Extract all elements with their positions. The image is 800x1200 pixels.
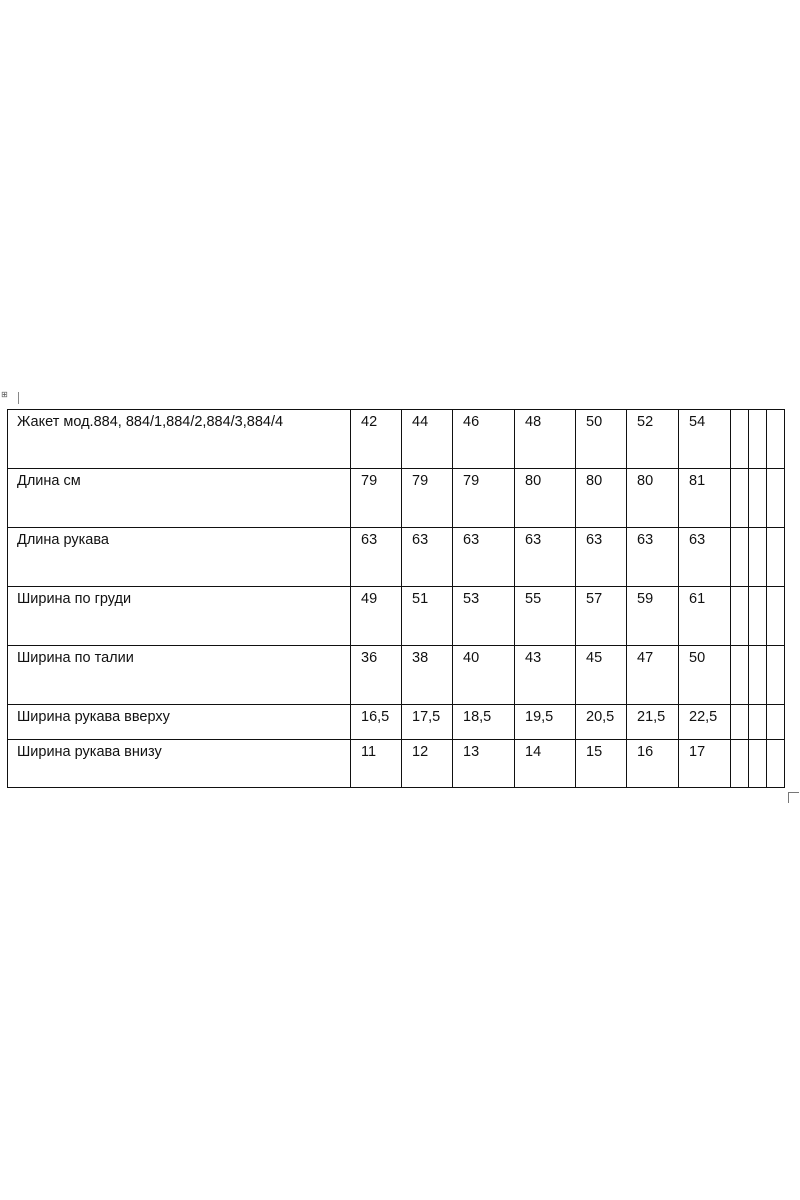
table-cell[interactable]: 63 <box>679 528 731 587</box>
empty-cell[interactable] <box>731 740 749 788</box>
table-cell[interactable]: 15 <box>576 740 627 788</box>
table-cell[interactable]: 54 <box>679 410 731 469</box>
table-cell[interactable]: 42 <box>351 410 402 469</box>
table-cell[interactable]: 38 <box>402 646 453 705</box>
table-cell[interactable]: 80 <box>515 469 576 528</box>
table-row <box>8 705 785 740</box>
row-label[interactable]: Ширина рукава вверху <box>8 705 351 740</box>
empty-cell[interactable] <box>767 740 785 788</box>
table-cell[interactable]: 51 <box>402 587 453 646</box>
table-cell[interactable]: 79 <box>453 469 515 528</box>
empty-cell[interactable] <box>767 646 785 705</box>
table-cell[interactable]: 57 <box>576 587 627 646</box>
table-cell[interactable]: 79 <box>402 469 453 528</box>
table-cell[interactable]: 13 <box>453 740 515 788</box>
empty-cell[interactable] <box>767 587 785 646</box>
table-cell[interactable]: 48 <box>515 410 576 469</box>
table-cell[interactable]: 80 <box>627 469 679 528</box>
table-cell[interactable]: 63 <box>576 528 627 587</box>
table-row <box>8 587 785 646</box>
table-cell[interactable]: 18,5 <box>453 705 515 740</box>
table-cell[interactable]: 19,5 <box>515 705 576 740</box>
empty-cell[interactable] <box>731 587 749 646</box>
table-cell[interactable]: 63 <box>351 528 402 587</box>
table-cell[interactable]: 50 <box>576 410 627 469</box>
table-cell[interactable]: 16 <box>627 740 679 788</box>
table-cell[interactable]: 63 <box>515 528 576 587</box>
empty-cell[interactable] <box>749 528 767 587</box>
table-cell[interactable]: 17,5 <box>402 705 453 740</box>
table-cell[interactable]: 50 <box>679 646 731 705</box>
table-cell[interactable]: 49 <box>351 587 402 646</box>
empty-cell[interactable] <box>749 646 767 705</box>
row-label[interactable]: Длина см <box>8 469 351 528</box>
row-label[interactable]: Ширина по груди <box>8 587 351 646</box>
table-cell[interactable]: 79 <box>351 469 402 528</box>
table-cell[interactable]: 12 <box>402 740 453 788</box>
table-cell[interactable]: 45 <box>576 646 627 705</box>
table-row <box>8 740 785 788</box>
table-cell[interactable]: 20,5 <box>576 705 627 740</box>
empty-cell[interactable] <box>767 410 785 469</box>
row-label[interactable]: Ширина по талии <box>8 646 351 705</box>
empty-cell[interactable] <box>731 705 749 740</box>
table-cell[interactable]: 22,5 <box>679 705 731 740</box>
empty-cell[interactable] <box>731 469 749 528</box>
empty-cell[interactable] <box>731 646 749 705</box>
table-row <box>8 469 785 528</box>
table-cell[interactable]: 43 <box>515 646 576 705</box>
table-cell[interactable]: 21,5 <box>627 705 679 740</box>
table-cell[interactable]: 55 <box>515 587 576 646</box>
table-cell[interactable]: 63 <box>402 528 453 587</box>
empty-cell[interactable] <box>767 528 785 587</box>
table-cell[interactable]: 11 <box>351 740 402 788</box>
empty-cell[interactable] <box>767 469 785 528</box>
table-cell[interactable]: 80 <box>576 469 627 528</box>
table-row <box>8 410 785 469</box>
table-cell[interactable]: 59 <box>627 587 679 646</box>
table-cell[interactable]: 81 <box>679 469 731 528</box>
row-label[interactable]: Длина рукава <box>8 528 351 587</box>
row-label[interactable]: Ширина рукава внизу <box>8 740 351 788</box>
table-cell[interactable]: 36 <box>351 646 402 705</box>
table-cell[interactable]: 52 <box>627 410 679 469</box>
text-cursor <box>18 392 19 404</box>
table-cell[interactable]: 16,5 <box>351 705 402 740</box>
empty-cell[interactable] <box>749 705 767 740</box>
empty-cell[interactable] <box>731 410 749 469</box>
table-row <box>8 646 785 705</box>
empty-cell[interactable] <box>749 740 767 788</box>
size-table <box>7 409 785 788</box>
table-cell[interactable]: 63 <box>627 528 679 587</box>
empty-cell[interactable] <box>749 587 767 646</box>
empty-cell[interactable] <box>767 705 785 740</box>
table-cell[interactable]: 53 <box>453 587 515 646</box>
empty-cell[interactable] <box>749 469 767 528</box>
table-move-handle-icon[interactable]: ⊞ <box>1 390 8 399</box>
table-cell[interactable]: 47 <box>627 646 679 705</box>
table-cell[interactable]: 40 <box>453 646 515 705</box>
table-cell[interactable]: 61 <box>679 587 731 646</box>
table-cell[interactable]: 44 <box>402 410 453 469</box>
row-label[interactable]: Жакет мод.884, 884/1,884/2,884/3,884/4 <box>8 410 351 469</box>
empty-cell[interactable] <box>731 528 749 587</box>
table-cell[interactable]: 17 <box>679 740 731 788</box>
page-corner-mark <box>788 792 799 803</box>
table-cell[interactable]: 63 <box>453 528 515 587</box>
table-cell[interactable]: 46 <box>453 410 515 469</box>
empty-cell[interactable] <box>749 410 767 469</box>
table-cell[interactable]: 14 <box>515 740 576 788</box>
table-row <box>8 528 785 587</box>
